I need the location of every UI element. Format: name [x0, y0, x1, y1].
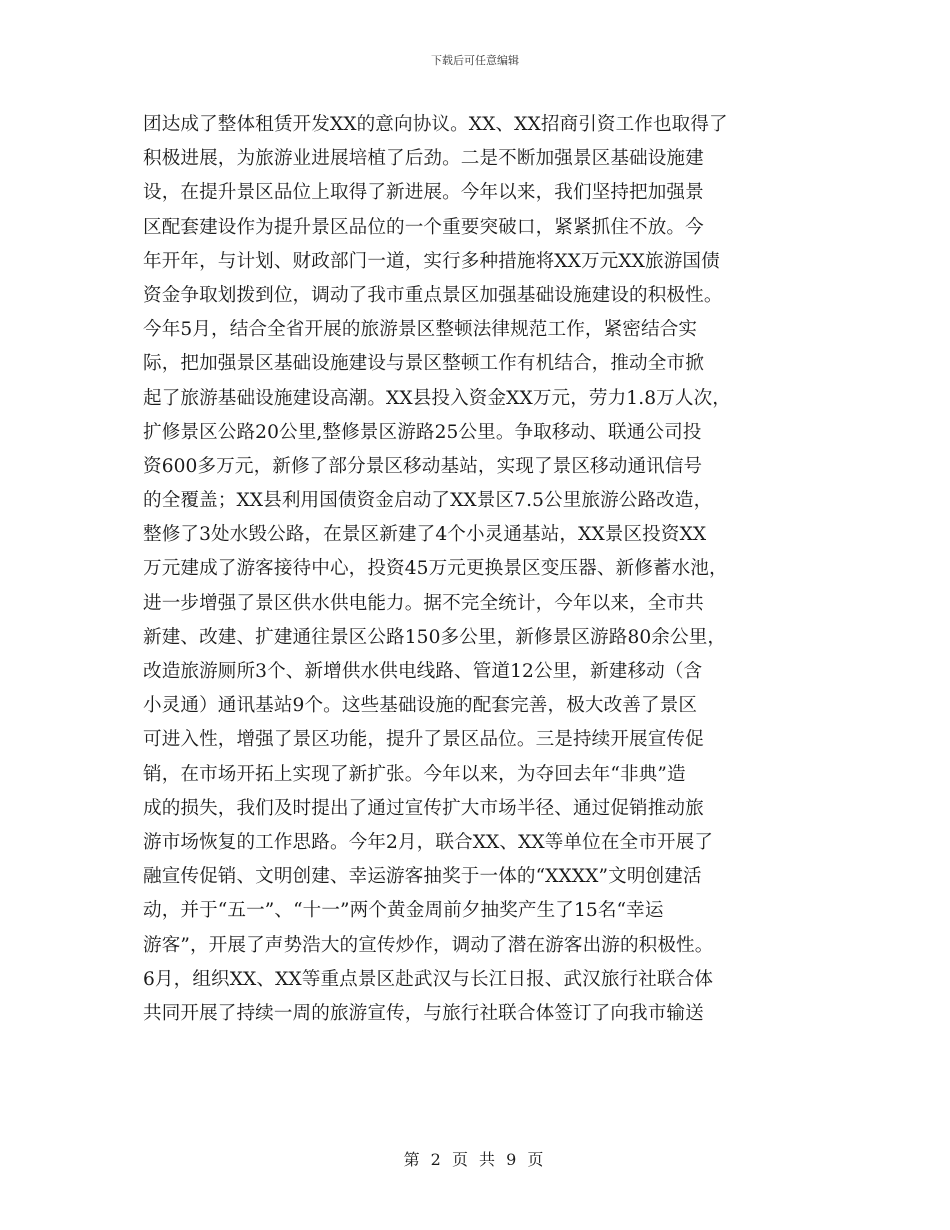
text-line: 6月，组织XX、XX等重点景区赴武汉与长江日报、武汉旅行社联合体 — [143, 968, 714, 990]
text-line: 积极进展，为旅游业进展培植了后劲。二是不断加强景区基础设施建 — [143, 148, 704, 170]
text-line: 年开年，与计划、财政部门一道，实行多种措施将XX万元XX旅游国债 — [143, 250, 720, 272]
text-line: 动，并于“五一”、“十一”两个黄金周前夕抽奖产生了15名“幸运 — [143, 900, 664, 922]
text-line: 区配套建设作为提升景区品位的一个重要突破口，紧紧抓住不放。今 — [143, 216, 704, 238]
text-line: 设，在提升景区品位上取得了新进展。今年以来，我们坚持把加强景 — [143, 182, 704, 204]
text-line: 团达成了整体租赁开发XX的意向协议。XX、XX招商引资工作也取得了 — [143, 114, 728, 135]
text-line: 共同开展了持续一周的旅游宣传，与旅行社联合体签订了向我市输送 — [143, 1002, 704, 1024]
text-line: 销，在市场开拓上实现了新扩张。今年以来，为夺回去年“非典”造 — [143, 763, 686, 785]
text-line: 成的损失，我们及时提出了通过宣传扩大市场半径、通过促销推动旅 — [143, 797, 704, 819]
text-line: 扩修景区公路20公里,整修景区游路25公里。争取移动、联通公司投 — [143, 421, 702, 443]
text-line: 游市场恢复的工作思路。今年2月，联合XX、XX等单位在全市开展了 — [143, 831, 714, 853]
page-header: 下载后可任意编辑 — [431, 54, 519, 67]
text-line: 融宣传促销、文明创建、幸运游客抽奖于一体的“XXXX”文明创建活 — [143, 866, 702, 888]
text-line: 际，把加强景区基础设施建设与景区整顿工作有机结合，推动全市掀 — [143, 353, 704, 375]
text-line: 资600多万元，新修了部分景区移动基站，实现了景区移动通讯信号 — [143, 455, 703, 477]
text-line: 游客”，开展了声势浩大的宣传炒作，调动了潜在游客出游的积极性。 — [143, 934, 714, 956]
text-line: 起了旅游基础设施建设高潮。XX县投入资金XX万元，劳力1.8万人次， — [143, 387, 731, 409]
text-line: 进一步增强了景区供水供电能力。据不完全统计，今年以来，全市共 — [143, 592, 704, 614]
page-number: 第 2 页 共 9 页 — [403, 1150, 547, 1169]
text-line: 新建、改建、扩建通往景区公路150多公里，新修景区游路80余公里， — [143, 626, 727, 648]
body-text — [143, 108, 808, 1031]
text-line: 今年5月，结合全省开展的旅游景区整顿法律规范工作，紧密结合实 — [143, 319, 698, 341]
text-line: 万元建成了游客接待中心，投资45万元更换景区变压器、新修蓄水池， — [143, 558, 728, 580]
text-line: 小灵通）通讯基站9个。这些基础设施的配套完善，极大改善了景区 — [143, 695, 698, 717]
text-line: 资金争取划拨到位，调动了我市重点景区加强基础设施建设的积极性。 — [143, 284, 723, 306]
text-line: 整修了3处水毁公路，在景区新建了4个小灵通基站，XX景区投资XX — [143, 524, 707, 546]
text-line: 可进入性，增强了景区功能，提升了景区品位。三是持续开展宣传促 — [143, 729, 704, 751]
text-line: 改造旅游厕所3个、新增供水供电线路、管道12公里，新建移动（含 — [143, 661, 703, 682]
text-line: 的全覆盖；XX县利用国债资金启动了XX景区7.5公里旅游公路改造， — [143, 490, 713, 512]
